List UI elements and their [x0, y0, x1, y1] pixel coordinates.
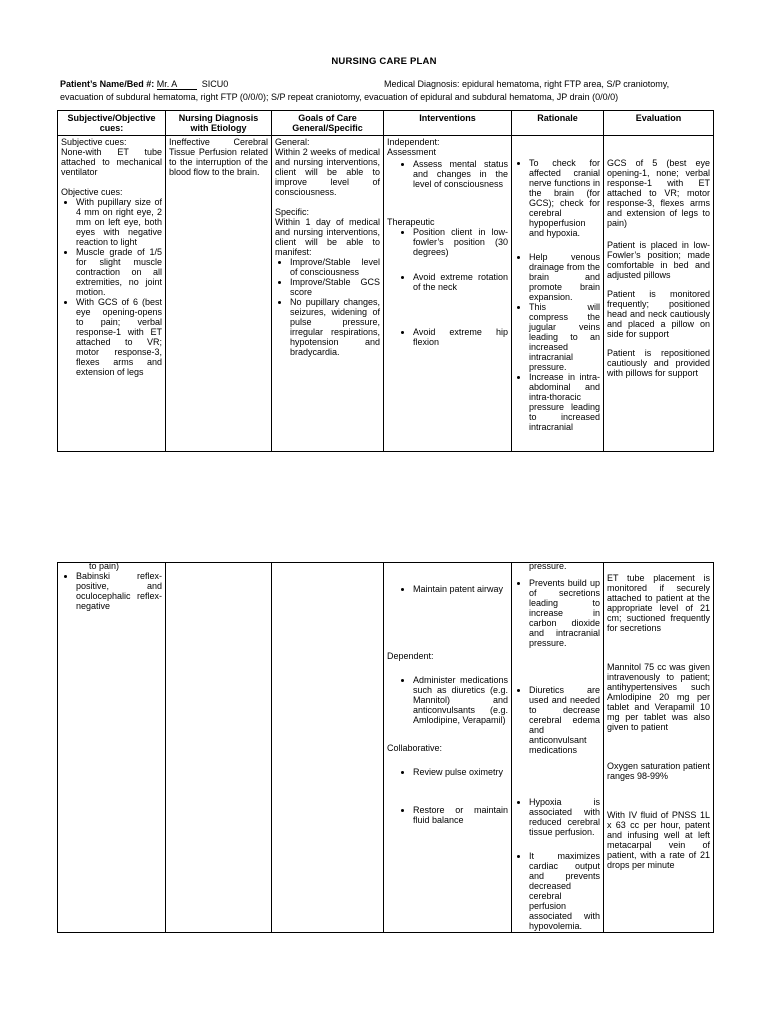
header-interventions: Interventions: [384, 111, 512, 136]
list-item: • To check for affected cranial nerve functions in the brain (for GCS); check for cerebral hypoperfusion and hypoxia.: [529, 158, 600, 238]
header-goals: Goals of Care General/Specific: [272, 111, 384, 136]
list-item: • Babinski reflex-positive, and oculocephalic reflex-negative: [76, 571, 162, 611]
patient-name: Mr. A: [157, 80, 197, 90]
list-item: • Improve/Stable level of consciousness: [290, 257, 380, 277]
evaluation-item: Patient is placed in low-Fowler’s position; made comfortable in bed and adjusted pillows: [607, 240, 710, 280]
cues-continued: to pain): [89, 561, 120, 571]
cues-cell: [58, 563, 166, 933]
list-item: • Maintain patent airway: [413, 584, 508, 594]
list-item: • Restore or maintain fluid balance: [413, 805, 508, 825]
list-item: • Assess mental status and changes in the level of consciousness: [413, 159, 508, 189]
list-item: • Avoid extreme rotation of the neck: [413, 272, 508, 292]
list-item: • With pupillary size of 4 mm on right eye, 2 mm on left eye, both eyes with negative reaction to light: [76, 197, 162, 247]
list-item: • Increase in intra-abdominal and intra-thoracic pressure leading to increased intracranial: [529, 372, 600, 432]
evaluation-cell: [604, 136, 714, 452]
patient-label: Patient’s Name/Bed #:: [60, 79, 155, 89]
medical-diagnosis-line2: evacuation of subdural hematoma, right FTP (0/0/0); S/P repeat craniotomy, evacuation of epidural and subdural hematoma, JP drain (0/0/0): [60, 92, 619, 102]
assessment-label: Assessment: [387, 147, 437, 157]
list-item: • With GCS of 6 (best eye opening-opens to pain; verbal response-1 with ET attached to VR; motor response-3, flexes arms and extension of legs: [76, 297, 162, 377]
therapeutic-label: Therapeutic: [387, 217, 435, 227]
list-item: • Prevents build up of secretions leading to increase in carbon dioxide and intracranial pressure.: [529, 578, 600, 648]
evaluation-cell: [604, 563, 714, 933]
list-item: • Avoid extreme hip flexion: [413, 327, 508, 347]
nursing-diagnosis: Ineffective Cerebral Tissue Perfusion related to the interruption of the blood flow to the brain.: [169, 137, 268, 177]
evaluation-item: Mannitol 75 cc was given intravenously to patient; antihypertensives such Amlodipine 20 mg per tablet and Verapamil 10 mg per tablet was also given to patient: [607, 662, 710, 732]
evaluation-item: Patient is monitored frequently; positioned head and neck cautiously and placed a pillow on side for support: [607, 289, 710, 339]
patient-bed: SICU0: [201, 79, 229, 89]
subjective-label: Subjective cues:: [61, 137, 127, 147]
list-item: • It maximizes cardiac output and prevents decreased cerebral perfusion associated with hypovolemia.: [529, 851, 600, 931]
care-plan-table-page2: [57, 562, 714, 933]
general-goal: Within 2 weeks of medical and nursing interventions, client will be able to improve level of consciousness.: [275, 147, 380, 197]
header-cues: Subjective/Objective cues:: [58, 111, 166, 136]
list-item: • Diuretics are used and needed to decrease cerebral edema and anticonvulsant medications: [529, 685, 600, 755]
interventions-cell: [384, 563, 512, 933]
cues-cell: [58, 136, 166, 452]
rationale-continued: pressure.: [529, 561, 567, 571]
diagnosis-cell: [166, 563, 272, 933]
goals-cell: [272, 136, 384, 452]
specific-label: Specific:: [275, 207, 310, 217]
list-item: • Position client in low-fowler’s position (30 degrees): [413, 227, 508, 257]
list-item: • Review pulse oximetry: [413, 767, 508, 777]
page-title: NURSING CARE PLAN: [331, 56, 437, 67]
subjective-text: None-with ET tube attached to mechanical ventilator: [61, 147, 162, 177]
interventions-cell: [384, 136, 512, 452]
list-item: • This will compress the jugular veins leading to an increased intracranial pressure.: [529, 302, 600, 372]
dependent-label: Dependent:: [387, 651, 434, 661]
header-diagnosis: Nursing Diagnosis with Etiology: [166, 111, 272, 136]
care-plan-table-page1: [57, 110, 714, 452]
diagnosis-cell: [166, 136, 272, 452]
goals-cell: [272, 563, 384, 933]
evaluation-item: With IV fluid of PNSS 1L x 63 cc per hour, patent and infusing well at left metacarpal vein of patient, with a rate of 21 drops per minute: [607, 810, 710, 870]
rationale-cell: [512, 136, 604, 452]
table-row: [58, 563, 714, 933]
evaluation-item: Patient is repositioned cautiously and provided with pillows for support: [607, 348, 710, 378]
patient-header: [60, 79, 740, 90]
evaluation-item: GCS of 5 (best eye opening-1, none; verbal response-1 with ET attached to VR; motor response-3, flexes arms and extension of legs to pain): [607, 158, 710, 228]
header-rationale: Rationale: [512, 111, 604, 136]
evaluation-item: ET tube placement is monitored if securely attached to patient at the appropriate level of 21 cm; suctioned frequently for secretions: [607, 573, 710, 633]
list-item: • Muscle grade of 1/5 for slight muscle contraction on all extremities, no joint motion.: [76, 247, 162, 297]
specific-goal: Within 1 day of medical and nursing interventions, client will be able to manifest:: [275, 217, 380, 257]
independent-label: Independent:: [387, 137, 440, 147]
medical-diagnosis-line1: Medical Diagnosis: epidural hematoma, right FTP area, S/P craniotomy,: [384, 79, 670, 89]
general-label: General:: [275, 137, 310, 147]
evaluation-item: Oxygen saturation patient ranges 98-99%: [607, 761, 710, 781]
list-item: • Improve/Stable GCS score: [290, 277, 380, 297]
rationale-cell: [512, 563, 604, 933]
list-item: • Administer medications such as diuretics (e.g. Mannitol) and anticonvulsants (e.g. Amlodipine, Verapamil): [413, 675, 508, 725]
header-evaluation: Evaluation: [604, 111, 714, 136]
table-row: [58, 136, 714, 452]
list-item: • Help venous drainage from the brain and promote brain expansion.: [529, 252, 600, 302]
list-item: • No pupillary changes, seizures, widening of pulse pressure, irregular respirations, hypotension and bradycardia.: [290, 297, 380, 357]
list-item: • Hypoxia is associated with reduced cerebral tissue perfusion.: [529, 797, 600, 837]
table-header-row: [58, 111, 714, 136]
collaborative-label: Collaborative:: [387, 743, 443, 753]
objective-label: Objective cues:: [61, 187, 123, 197]
